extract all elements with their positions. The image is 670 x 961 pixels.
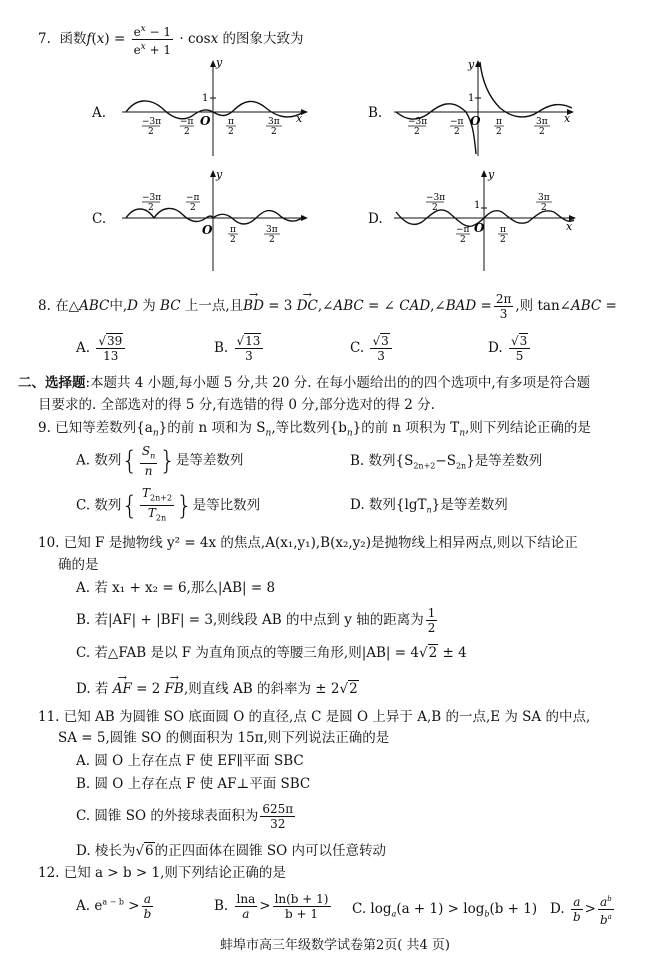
q10-stem-line-1: 10. 已知 F 是抛物线 y² = 4x 的焦点,A(x₁,y₁),B(x₂,y₂)是抛物线上相异两点,则以下结论正 — [38, 535, 578, 551]
svg-text:1: 1 — [202, 93, 209, 104]
svg-text:2: 2 — [541, 203, 547, 213]
svg-text:1: 1 — [468, 93, 475, 104]
q12-option-c[interactable]: C. $\log_a(a + 1) > \log_b(b + 1)$ — [352, 901, 538, 919]
q11-option-d[interactable]: D. 棱长为√6的正四面体在圆锥 SO 内可以任意转动 — [76, 843, 387, 859]
svg-text:π: π — [500, 225, 506, 235]
svg-text:2: 2 — [269, 235, 275, 245]
svg-text:−π: −π — [186, 193, 200, 203]
page-footer: 蚌埠市高三年级数学试卷第2页( 共4 页) — [220, 938, 450, 953]
svg-text:x: x — [566, 220, 573, 233]
svg-text:2: 2 — [271, 127, 277, 137]
q8-option-d[interactable]: D. $\frac{√3}{5}$ — [488, 334, 532, 363]
q10-option-d[interactable]: D. 若 → AF = 2 → FB,则直线 AB 的斜率为 ± 2√2 — [76, 680, 359, 698]
svg-text:2: 2 — [500, 235, 506, 245]
q9-stem: 9. 已知等差数列$\{a_n\}$的前 n 项和为 $S_n$,等比数列$\{b_n\}$的前 n 项积为 $T_n$,则下列结论正确的是 — [38, 420, 591, 439]
svg-text:x: x — [296, 112, 303, 125]
q9-option-a[interactable]: A. 数列{ $\frac{S_n}{n}$ }是等差数列 — [76, 444, 244, 479]
svg-text:y: y — [216, 168, 223, 181]
q7-graph-d — [392, 168, 582, 273]
q7-graph-c — [120, 168, 310, 273]
q9-option-b[interactable]: B. 数列$\{S_{2n+2}-S_{2n}\}$是等差数列 — [350, 453, 543, 471]
svg-text:y: y — [488, 168, 495, 181]
svg-text:2: 2 — [454, 127, 460, 137]
section-2-line-2: 目要求的. 全部选对的得 5 分,有选错的得 0 分,部分选对的得 2 分. — [38, 397, 435, 413]
svg-text:y: y — [468, 58, 475, 71]
q9-option-c[interactable]: C. 数列{ $\frac{T_{2n+2}}{T_{2n}}$ }是等比数列 — [76, 486, 261, 523]
svg-text:2: 2 — [496, 127, 502, 137]
q9-option-d[interactable]: D. 数列{lgT$_n$}是等差数列 — [350, 497, 508, 515]
svg-text:−3π: −3π — [142, 117, 162, 127]
q10-option-c[interactable]: C. 若△FAB 是以 F 为直角顶点的等腰三角形,则|AB| = 4√2 ± 4 — [76, 645, 467, 661]
svg-text:2: 2 — [184, 127, 190, 137]
q11-option-b[interactable]: B. 圆 O 上存在点 F 使 AF⊥平面 SBC — [76, 776, 311, 792]
q11-option-a[interactable]: A. 圆 O 上存在点 F 使 EF∥平面 SBC — [76, 753, 304, 769]
q7-option-c-label[interactable]: C. — [92, 211, 107, 227]
q7-graph-a — [120, 58, 310, 158]
q12-option-a[interactable]: A. $e^{a - b}$ > $\frac{a}{b}$ — [76, 892, 152, 921]
svg-text:O: O — [202, 223, 213, 237]
svg-text:2: 2 — [190, 203, 196, 213]
svg-text:1: 1 — [474, 200, 481, 211]
svg-text:2: 2 — [230, 235, 236, 245]
svg-text:3π: 3π — [536, 117, 548, 127]
q7-option-b-label[interactable]: B. — [368, 105, 383, 121]
svg-text:y: y — [216, 58, 223, 69]
section-2-line-1: 二、选择题:本题共 4 小题,每小题 5 分,共 20 分. 在每小题给出的的四个选项中,有多项是符合题 — [18, 375, 591, 391]
q12-option-b[interactable]: B. $\frac{\ln a}{a}$ > $\frac{\ln(b + 1)}{b + 1}$ — [214, 892, 329, 921]
q12-stem: 12. 已知 a > b > 1,则下列结论正确的是 — [38, 865, 286, 881]
svg-text:π: π — [230, 225, 236, 235]
svg-text:−3π: −3π — [426, 193, 446, 203]
svg-text:2: 2 — [460, 235, 466, 245]
q11-stem-line-2: SA = 5,圆锥 SO 的侧面积为 15π,则下列说法正确的是 — [58, 730, 390, 746]
q11-stem-line-1: 11. 已知 AB 为圆锥 SO 底面圆 O 的直径,点 C 是圆 O 上异于 A,B 的一点,E 为 SA 的中点, — [38, 709, 591, 725]
svg-text:2: 2 — [414, 127, 420, 137]
svg-text:−3π: −3π — [408, 117, 428, 127]
svg-text:−π: −π — [180, 117, 194, 127]
svg-text:O: O — [470, 114, 481, 128]
svg-text:−π: −π — [450, 117, 464, 127]
svg-text:2: 2 — [148, 127, 154, 137]
svg-text:3π: 3π — [538, 193, 550, 203]
q12-option-d[interactable]: D. $\frac{a}{b}$ > $\frac{a^b}{b^a}$ — [550, 892, 616, 927]
q8-option-c[interactable]: C. $\frac{√3}{3}$ — [350, 334, 394, 363]
svg-text:2: 2 — [539, 127, 545, 137]
svg-text:2: 2 — [432, 203, 438, 213]
svg-text:2: 2 — [228, 127, 234, 137]
q10-option-a[interactable]: A. 若 x₁ + x₂ = 6,那么|AB| = 8 — [76, 580, 276, 596]
q7-stem: 7. 函数f(x) = $\frac{e^x - 1}{e^x + 1}$ · cosx 的图象大致为 — [38, 24, 304, 57]
q7-option-d-label[interactable]: D. — [368, 211, 383, 227]
svg-text:π: π — [228, 117, 234, 127]
q11-option-c[interactable]: C. 圆锥 SO 的外接球表面积为 $\frac{625\pi}{32}$ — [76, 802, 294, 831]
q8-stem: 8. 在△ABC中,D 为 BC 上一点,且→ BD = 3 → DC,∠ABC = ∠ CAD,∠BAD = $\frac{2\pi}{3}$ ,则 tan∠ABC = — [38, 292, 617, 321]
q10-option-b[interactable]: B. 若|AF| + |BF| = 3,则线段 AB 的中点到 y 轴的距离为 $\frac{1}{2}$ — [76, 606, 436, 635]
svg-text:π: π — [496, 117, 502, 127]
svg-text:x: x — [564, 112, 571, 125]
svg-text:3π: 3π — [266, 225, 278, 235]
svg-text:2: 2 — [148, 203, 154, 213]
svg-text:O: O — [200, 114, 211, 128]
svg-text:3π: 3π — [268, 117, 280, 127]
q8-option-a[interactable]: A. $\frac{√39}{13}$ — [76, 334, 127, 363]
q8-option-b[interactable]: B. $\frac{√13}{3}$ — [214, 334, 265, 363]
q10-stem-line-2: 确的是 — [58, 557, 99, 573]
svg-text:O: O — [474, 221, 485, 235]
q7-option-a-label[interactable]: A. — [92, 105, 107, 121]
svg-text:−π: −π — [456, 225, 470, 235]
q7-graph-b — [392, 58, 582, 158]
svg-text:−3π: −3π — [142, 193, 162, 203]
